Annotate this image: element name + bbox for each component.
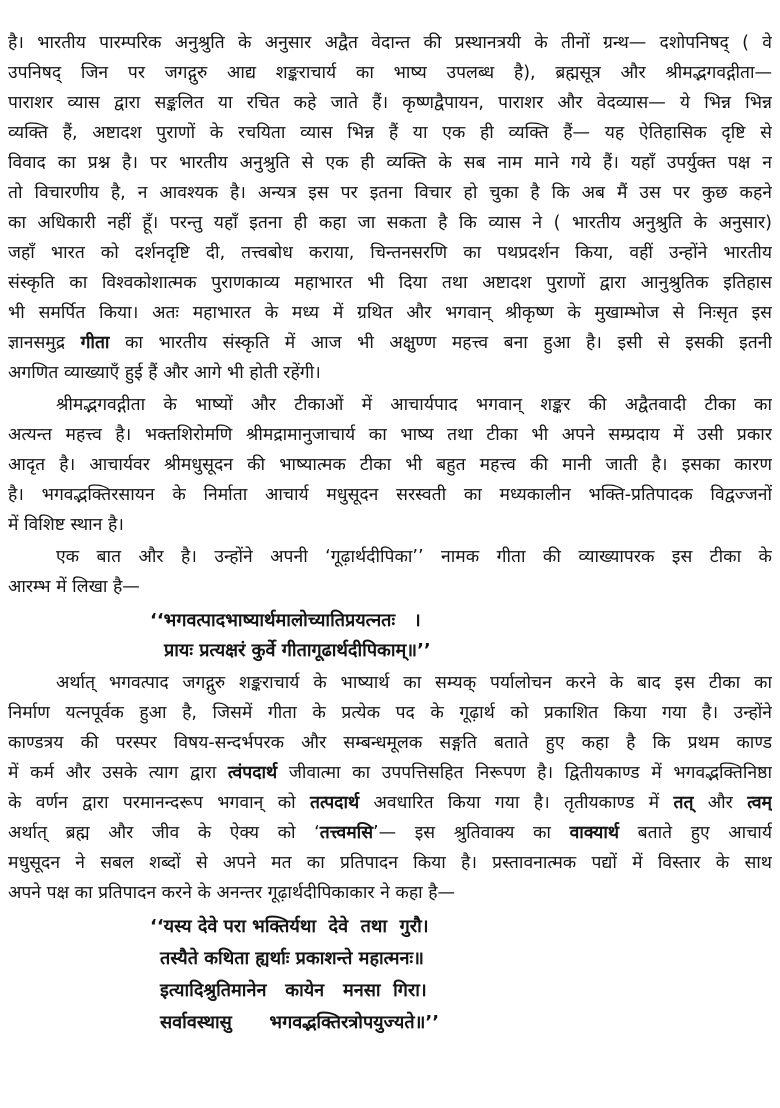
text-line: उपनिषद् जिन पर जगद्गुरु आद्य शङ्कराचार्य का भाष्य उपलब्ध है), ब्रह्मसूत्र और श्रीमद्भगवद्गीता— xyxy=(8,63,772,83)
bold-term: त्वम् xyxy=(747,793,772,813)
text-span: में कर्म और उसके त्याग द्वारा xyxy=(8,763,228,783)
bold-term: त्वंपदार्थ xyxy=(227,763,278,783)
verse-line: सर्वावस्थासु भगवद्भक्तिरत्रोपयुज्यते॥’’ xyxy=(160,1012,440,1033)
text-line: का अधिकारी नहीं हूँ। परन्तु यहाँ इतना ही कहा जा सकता है कि व्यास ने ( भारतीय अनुश्रुति के अनुसार) xyxy=(8,213,772,233)
text-line: भी समर्पित किया। अतः महाभारत के मध्य में ग्रथित और भगवान् श्रीकृष्ण के मुखाम्भोज से निःसृत इस xyxy=(8,303,772,323)
bold-term: तत्पदार्थ xyxy=(310,793,360,813)
verse-line: तस्यैते कथिता ह्यर्थाः प्रकाशन्ते महात्मनः॥ xyxy=(160,948,424,969)
text-line: अपने पक्ष का प्रतिपादन करने के अनन्तर गूढ़ार्थदीपिकाकार ने कहा है— xyxy=(8,883,455,903)
text-line: व्यक्ति हैं, अष्टादश पुराणों के रचयिता व्यास भिन्न हैं या एक ही व्यक्ति हैं— यह ऐतिहासिक दृष्टि से xyxy=(8,123,772,143)
text-span: बताते हुए आचार्य xyxy=(619,823,772,843)
text-line: जहाँ भारत को दर्शनदृष्टि दी, तत्त्वबोध कराया, चिन्तनसरणि का पथप्रदर्शन किया, वहीं उन्होंने भारतीय xyxy=(8,243,772,263)
text-line: श्रीमद्भगवद्गीता के भाष्यों और टीकाओं में आचार्यपाद भगवान् शङ्कर की अद्वैतवादी टीका का xyxy=(56,395,772,415)
text-line: पाराशर व्यास द्वारा सङ्कलित या रचित कहे जाते हैं। कृष्णद्वैपायन, पाराशर और वेदव्यास— ये भिन्न भिन्न xyxy=(8,93,772,113)
text-line: अर्थात् भगवत्पाद जगद्गुरु शङ्कराचार्य के भाष्यार्थ का सम्यक् पर्यालोचन करने के बाद इस टीका का xyxy=(56,673,772,693)
text-span: ’— इस श्रुतिवाक्य का xyxy=(373,823,570,843)
text-line: है। भगवद्भक्तिरसायन के निर्माता आचार्य मधुसूदन सरस्वती का मध्यकालीन भक्ति-प्रतिपादक विद्वज्जनों xyxy=(8,485,772,505)
text-span: अर्थात् ब्रह्म और जीव के ऐक्य को ‘ xyxy=(8,823,320,843)
text-line: आदृत है। आचार्यवर श्रीमधुसूदन की भाष्यात्मक टीका भी बहुत महत्त्व की मानी जाती है। इसका कारण xyxy=(8,455,772,475)
text-line xyxy=(8,758,772,788)
text-span: का भारतीय संस्कृति में आज भी अक्षुण्ण महत्त्व बना हुआ है। इसी से इसकी इतनी xyxy=(109,333,772,353)
text-line: एक बात और है। उन्होंने अपनी ‘गूढ़ार्थदीपिका’’ नामक गीता की व्याख्यापरक इस टीका के xyxy=(56,547,772,567)
bold-term: वाक्यार्थ xyxy=(569,823,620,843)
verse-line: इत्यादिश्रुतिमानेन कायेन मनसा गिरा। xyxy=(160,980,427,1001)
text-line: तो विचारणीय है, न आवश्यक है। अन्यत्र इस पर इतना विचार हो चुका है कि अब मैं उस पर कुछ कहने xyxy=(8,183,772,203)
text-line: है। भारतीय पारम्परिक अनुश्रुति के अनुसार अद्वैत वेदान्त की प्रस्थानत्रयी के तीनों ग्रन्थ— दशोपनिषद् ( वे xyxy=(8,33,772,53)
text-line: मधुसूदन ने सबल शब्दों से अपने मत का प्रतिपादन किया है। प्रस्तावनात्मक पद्यों में विस्तार के साथ xyxy=(8,853,772,873)
text-line xyxy=(8,818,772,848)
verse-line: ‘‘यस्य देवे परा भक्तिर्यथा देवे तथा गुरौ। xyxy=(150,916,429,937)
text-span: और xyxy=(693,793,748,813)
verse-line: ‘‘भगवत्पादभाष्यार्थमालोच्यातिप्रयत्नतः । xyxy=(150,610,421,631)
bold-term: तत् xyxy=(673,793,694,813)
text-line: अगणित व्याख्याएँ हुई हैं और आगे भी होती रहेंगी। xyxy=(8,363,321,383)
text-line xyxy=(8,328,772,358)
text-line: विवाद का प्रश्न है। पर भारतीय अनुश्रुति से एक ही व्यक्ति के सब नाम माने गये हैं। यहाँ उपर्युक्त पक्ष न xyxy=(8,153,772,173)
text-line xyxy=(8,788,772,818)
text-line: निर्माण यत्नपूर्वक हुआ है, जिसमें गीता के प्रत्येक पद के गूढ़ार्थ को प्रकाशित किया गया है। उन्होंने xyxy=(8,703,772,723)
text-line: अत्यन्त महत्त्व है। भक्तशिरोमणि श्रीमद्रामानुजाचार्य का भाष्य तथा टीका भी अपने सम्प्रदाय में उसी प्रकार xyxy=(8,425,772,445)
verse-line: प्रायः प्रत्यक्षरं कुर्वे गीतागूढार्थदीपिकाम्॥’’ xyxy=(164,640,431,661)
text-line: आरम्भ में लिखा है— xyxy=(8,577,140,597)
text-line: संस्कृति का विश्वकोशात्मक पुराणकाव्य महाभारत भी दिया तथा अष्टादश पुराणों द्वारा आनुश्रुतिक इतिहास xyxy=(8,273,772,293)
text-span: के वर्णन द्वारा परमानन्दरूप भगवान् को xyxy=(8,793,311,813)
text-span: जीवात्मा का उपपत्तिसहित निरूपण है। द्वितीयकाण्ड में भगवद्भक्तिनिष्ठा xyxy=(277,763,772,783)
text-line: में विशिष्ट स्थान है। xyxy=(8,515,124,535)
text-span: अवधारित किया गया है। तृतीयकाण्ड में xyxy=(359,793,674,813)
text-line: काण्डत्रय की परस्पर विषय-सन्दर्भपरक और सम्बन्धमूलक सङ्गति बताते हुए कहा है कि प्रथम काण्ड xyxy=(8,733,772,753)
bold-term-gita: गीता xyxy=(80,333,110,353)
text-span: ज्ञानसमुद्र xyxy=(8,333,81,353)
bold-term: तत्त्वमसि xyxy=(319,823,374,843)
